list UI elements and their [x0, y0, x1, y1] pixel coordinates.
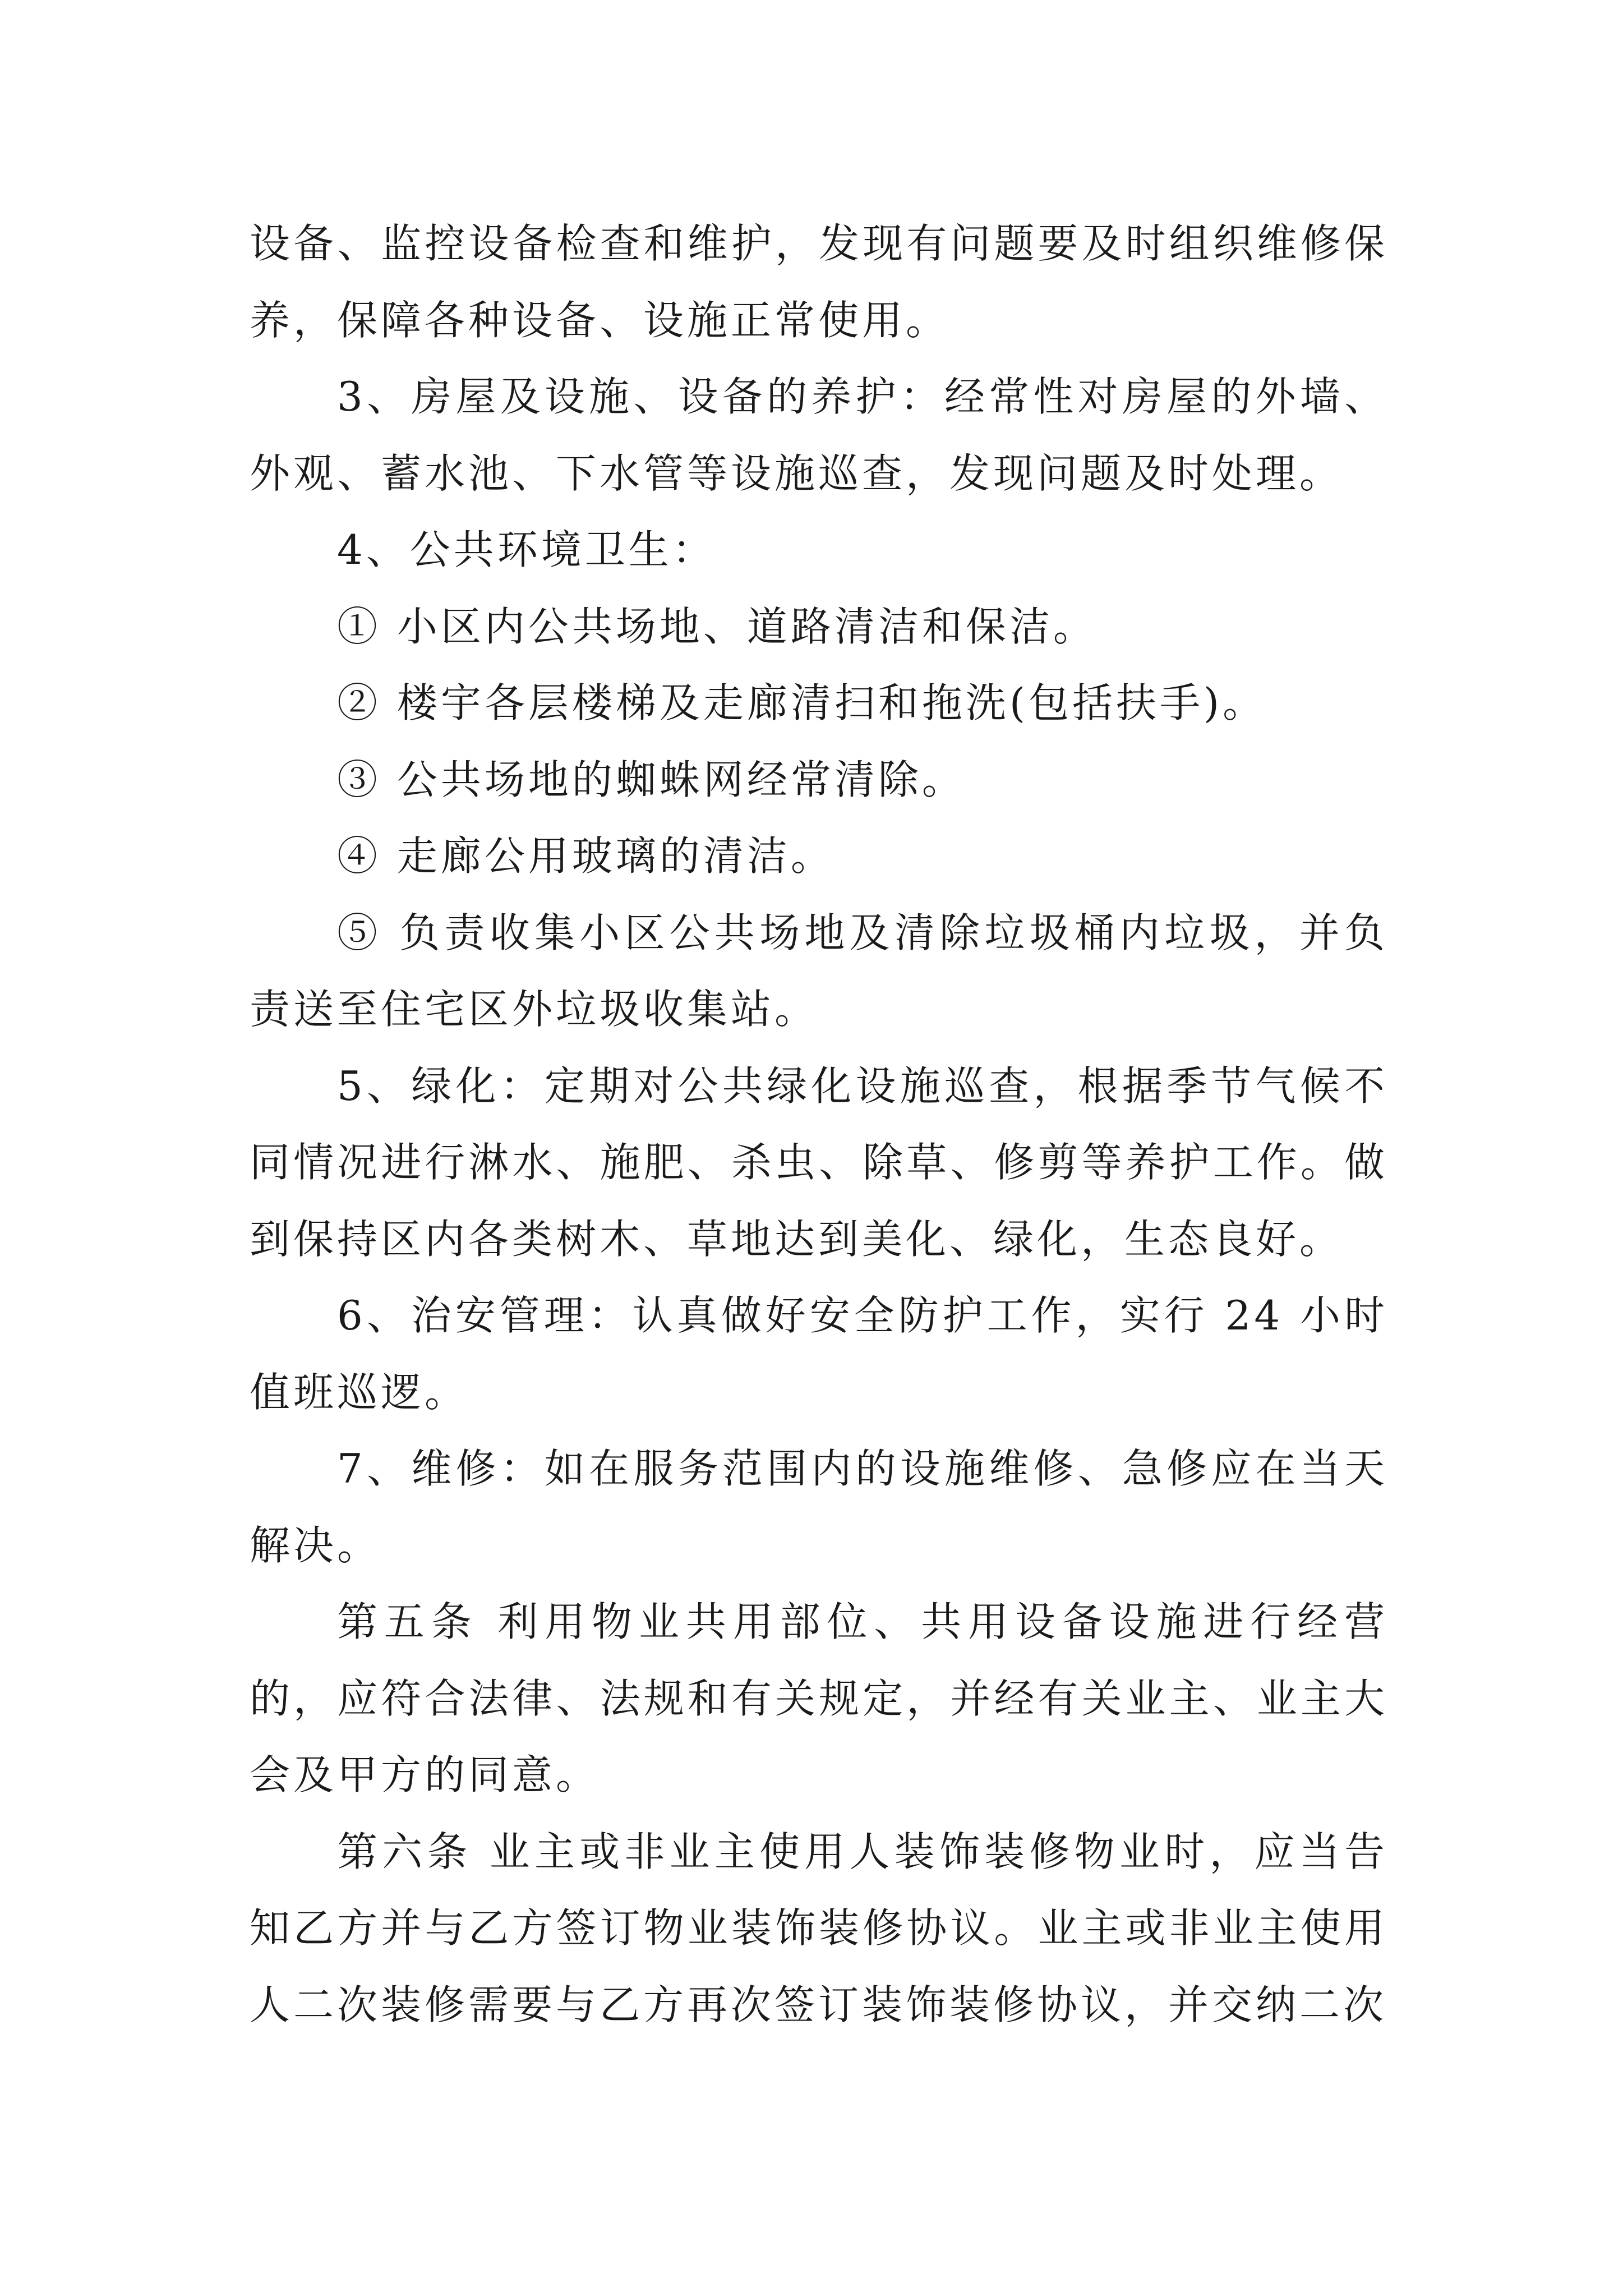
paragraph-article-6: 第六条 业主或非业主使用人装饰装修物业时，应当告知乙方并与乙方签订物业装饰装修协议。业主或非业主使用人二次装修需要与乙方再次签订装饰装修协议，并交纳二次	[250, 1828, 1388, 2028]
paragraph-item-6-security: 6、治安管理：认真做好安全防护工作，实行 24 小时值班巡逻。	[250, 1292, 1388, 1416]
paragraph-subitem-2: ② 楼宇各层楼梯及走廊清扫和拖洗(包括扶手)。	[337, 679, 1267, 726]
paragraph-item-5-greening: 5、绿化：定期对公共绿化设施巡查，根据季节气候不同情况进行淋水、施肥、杀虫、除草、修剪等养护工作。做到保持区内各类树木、草地达到美化、绿化，生态良好。	[250, 1062, 1388, 1263]
paragraph-subitem-3: ③ 公共场地的蜘蛛网经常清除。	[337, 756, 966, 803]
document-body	[250, 205, 1388, 2043]
paragraph-equipment-maintenance-continued: 设备、监控设备检查和维护，发现有问题要及时组织维修保养，保障各种设备、设施正常使用。	[250, 220, 1388, 344]
paragraph-subitem-5: ⑤ 负责收集小区公共场地及清除垃圾桶内垃圾，并负责送至住宅区外垃圾收集站。	[250, 909, 1388, 1033]
paragraph-subitem-4: ④ 走廊公用玻璃的清洁。	[337, 832, 834, 880]
paragraph-item-4-public-hygiene: 4、公共环境卫生：	[337, 526, 716, 573]
paragraph-subitem-1: ① 小区内公共场地、道路清洁和保洁。	[337, 602, 1097, 650]
paragraph-item-3-building-maintenance: 3、房屋及设施、设备的养护：经常性对房屋的外墙、外观、蓄水池、下水管等设施巡查，发现问题及时处理。	[250, 373, 1388, 497]
paragraph-item-7-repairs: 7、维修：如在服务范围内的设施维修、急修应在当天解决。	[250, 1445, 1388, 1569]
paragraph-article-5: 第五条 利用物业共用部位、共用设备设施进行经营的，应符合法律、法规和有关规定，并经有关业主、业主大会及甲方的同意。	[250, 1598, 1388, 1798]
